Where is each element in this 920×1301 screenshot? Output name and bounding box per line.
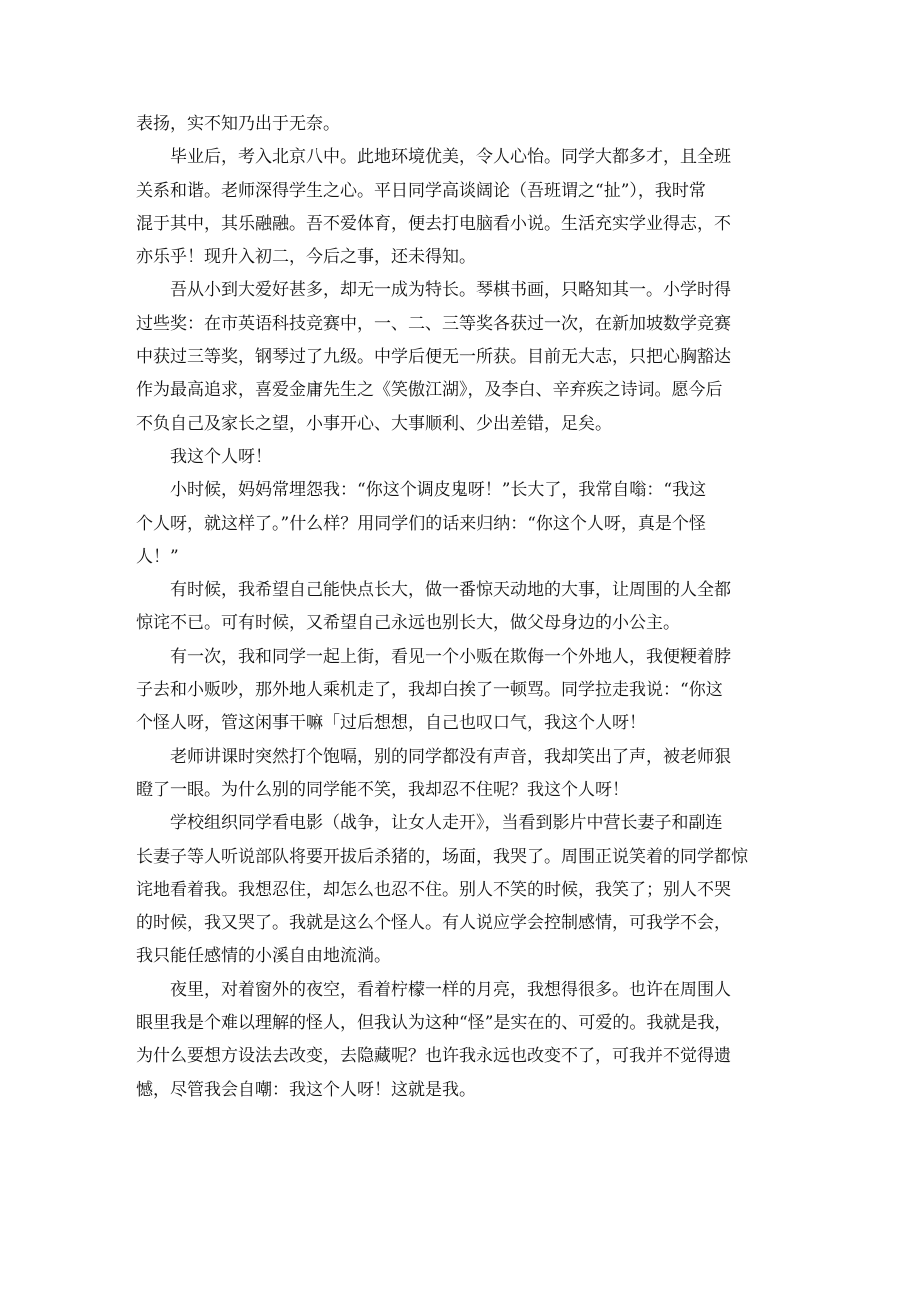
text-line: 眼里我是个难以理解的怪人，但我认为这种“怪”是实在的、可爱的。我就是我，: [136, 1013, 732, 1034]
text-line: 关系和谐。老师深得学生之心。平日同学高谈阔论（吾班谓之“扯”），我时常: [136, 180, 706, 201]
text-line: 作为最高追求，喜爱金庸先生之《笑傲江湖》，及李白、辛弃疾之诗词。愿今后: [136, 380, 723, 401]
text-line: 子去和小贩吵，那外地人乘机走了，我却白挨了一顿骂。同学拉走我说：“你这: [136, 680, 723, 701]
text-line: 为什么要想方设法去改变，去隐藏呢？也许我永远也改变不了，可我并不觉得遗: [136, 1046, 731, 1067]
text-line: 的时候，我又哭了。我就是这么个怪人。有人说应学会控制感情，可我学不会，: [136, 913, 731, 934]
paragraph: [136, 108, 788, 141]
paragraph: [136, 741, 788, 808]
text-line: 有一次，我和同学一起上街，看见一个小贩在欺侮一个外地人，我便粳着脖: [170, 646, 731, 667]
text-line: 诧地看着我。我想忍住，却怎么也忍不住。别人不笑的时候，我笑了；别人不哭: [136, 879, 731, 900]
text-line: 小时候，妈妈常埋怨我：“你这个调皮鬼呀！”长大了，我常自嗡：“我这: [170, 480, 707, 501]
text-line: 瞪了一眼。为什么别的同学能不笑，我却忍不住呢？我这个人呀！: [136, 779, 629, 800]
paragraph: [136, 574, 788, 641]
text-line: 夜里，对着窗外的夜空，看着柠檬一样的月亮，我想得很多。也许在周围人: [170, 979, 731, 1000]
text-line: 中获过三等奖，钢琴过了九级。中学后便无一所获。目前无大志，只把心胸豁达: [136, 347, 731, 368]
text-line: 个怪人呀，管这闲事干嘛「过后想想，自己也叹口气，我这个人呀！: [136, 713, 646, 734]
section-heading: [136, 441, 788, 474]
text-line: 毕业后，考入北京八中。此地环境优美，令人心怡。同学大都多才，且全班: [170, 147, 731, 168]
paragraph: [136, 274, 788, 440]
text-line: 混于其中，其乐融融。吾不爱体育，便去打电脑看小说。生活充实学业得志，不: [136, 213, 731, 234]
paragraph: [136, 807, 788, 973]
paragraph: [136, 641, 788, 741]
document-page: [136, 108, 788, 1107]
text-line: 惊诧不已。可有时候，又希望自己永远也别长大，做父母身边的小公主。: [136, 613, 680, 634]
text-line: 吾从小到大爱好甚多，却无一成为特长。琴棋书画，只略知其一。小学时得: [170, 280, 731, 301]
text-line: 我这个人呀！: [170, 446, 272, 467]
text-line: 我只能任感情的小溪自由地流淌。: [136, 946, 391, 967]
text-line: 过些奖：在市英语科技竞赛中，一、二、三等奖各获过一次，在新加坡数学竞赛: [136, 313, 731, 334]
text-line: 老师讲课时突然打个饱嗝，别的同学都没有声音，我却笑出了声，被老师狠: [170, 746, 731, 767]
text-line: 个人呀，就这样了。”什么样？用同学们的话来归纳：“你这个人呀，真是个怪: [136, 513, 706, 534]
text-line: 憾，尽管我会自嘲：我这个人呀！这就是我。: [136, 1079, 476, 1100]
text-line: 不负自己及家长之望，小事开心、大事顺利、少出差错，足矣。: [136, 413, 612, 434]
paragraph: [136, 974, 788, 1107]
text-line: 人！”: [136, 546, 179, 567]
text-line: 亦乐乎！现升入初二，今后之事，还未得知。: [136, 247, 476, 268]
text-line: 表扬，实不知乃出于无奈。: [136, 114, 340, 134]
text-line: 有时候，我希望自己能快点长大，做一番惊天动地的大事，让周围的人全都: [170, 580, 731, 601]
paragraph: [136, 474, 788, 574]
paragraph: [136, 141, 788, 274]
text-line: 长妻子等人听说部队将要开拔后杀猪的，场面，我哭了。周围正说笑着的同学都惊: [136, 846, 748, 867]
text-line: 学校组织同学看电影（战争，让女人走开》，当看到影片中营长妻子和副连: [170, 813, 723, 834]
